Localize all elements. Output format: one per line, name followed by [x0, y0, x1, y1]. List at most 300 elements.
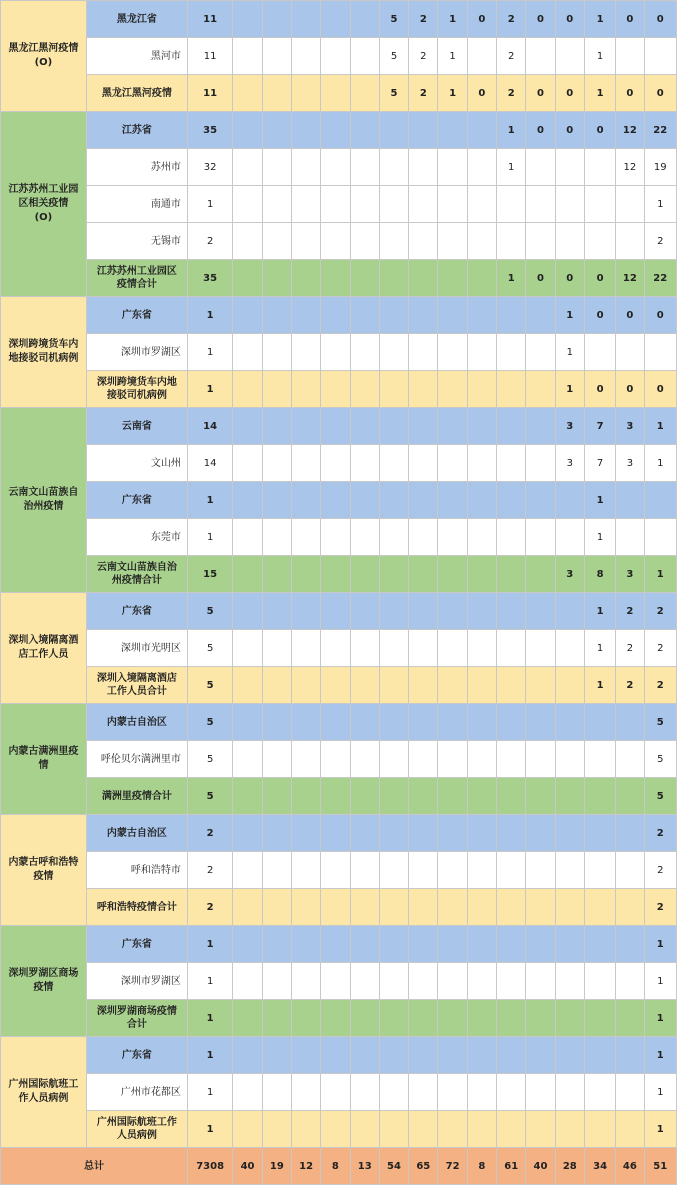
daily-count — [262, 1, 291, 38]
daily-count — [438, 112, 467, 149]
daily-count — [379, 852, 408, 889]
daily-count: 5 — [379, 75, 408, 112]
daily-count — [379, 926, 408, 963]
daily-count — [555, 778, 584, 815]
region-name: 满洲里疫情合计 — [86, 778, 187, 815]
daily-count — [350, 223, 379, 260]
daily-count — [233, 519, 262, 556]
daily-count — [321, 297, 350, 334]
daily-count: 2 — [644, 889, 676, 926]
daily-count — [291, 75, 320, 112]
daily-count — [497, 889, 526, 926]
daily-count: 1 — [555, 297, 584, 334]
daily-count — [291, 186, 320, 223]
daily-count — [467, 149, 496, 186]
city-row — [1, 223, 677, 260]
daily-count: 1 — [438, 38, 467, 75]
daily-count — [291, 482, 320, 519]
daily-count — [262, 75, 291, 112]
daily-count: 1 — [555, 334, 584, 371]
daily-count — [350, 1111, 379, 1148]
daily-count — [321, 593, 350, 630]
daily-count: 5 — [379, 38, 408, 75]
daily-count — [497, 778, 526, 815]
daily-count — [438, 408, 467, 445]
daily-count — [291, 1037, 320, 1074]
daily-count — [409, 223, 438, 260]
grand-total-value: 7308 — [187, 1148, 232, 1185]
region-total: 5 — [187, 630, 232, 667]
city-row — [1, 445, 677, 482]
daily-count — [233, 149, 262, 186]
region-name: 呼和浩特市 — [86, 852, 187, 889]
daily-count — [584, 852, 615, 889]
daily-count — [644, 482, 676, 519]
daily-count — [467, 815, 496, 852]
daily-count: 0 — [644, 371, 676, 408]
daily-count — [409, 1037, 438, 1074]
grand-total-daily: 12 — [291, 1148, 320, 1185]
daily-count — [555, 593, 584, 630]
daily-count — [321, 963, 350, 1000]
daily-count — [555, 1074, 584, 1111]
daily-count — [233, 445, 262, 482]
daily-count: 0 — [555, 260, 584, 297]
province-row — [1, 593, 677, 630]
outbreak-group-name: 内蒙古满洲里疫 情 — [1, 704, 87, 815]
daily-count — [526, 815, 555, 852]
daily-count — [438, 667, 467, 704]
daily-count — [497, 667, 526, 704]
daily-count — [291, 297, 320, 334]
daily-count — [555, 1111, 584, 1148]
daily-count: 1 — [584, 482, 615, 519]
subtotal-row — [1, 75, 677, 112]
daily-count — [555, 1037, 584, 1074]
daily-count — [497, 408, 526, 445]
daily-count — [467, 630, 496, 667]
daily-count — [616, 1074, 644, 1111]
daily-count — [379, 260, 408, 297]
daily-count — [321, 408, 350, 445]
daily-count — [291, 334, 320, 371]
daily-count — [409, 186, 438, 223]
grand-total-row — [1, 1148, 677, 1185]
daily-count — [291, 1111, 320, 1148]
daily-count — [526, 149, 555, 186]
city-row — [1, 963, 677, 1000]
daily-count — [438, 223, 467, 260]
daily-count — [497, 741, 526, 778]
daily-count — [584, 1000, 615, 1037]
daily-count — [555, 149, 584, 186]
region-name: 广东省 — [86, 482, 187, 519]
daily-count — [616, 519, 644, 556]
daily-count — [262, 667, 291, 704]
daily-count — [262, 112, 291, 149]
daily-count — [350, 593, 379, 630]
daily-count — [350, 334, 379, 371]
daily-count — [409, 482, 438, 519]
daily-count — [526, 889, 555, 926]
grand-total-daily: 8 — [467, 1148, 496, 1185]
daily-count — [526, 963, 555, 1000]
daily-count: 1 — [644, 1037, 676, 1074]
daily-count: 0 — [584, 297, 615, 334]
subtotal-row — [1, 889, 677, 926]
region-total: 1 — [187, 371, 232, 408]
daily-count: 0 — [616, 1, 644, 38]
daily-count — [526, 223, 555, 260]
region-total: 11 — [187, 38, 232, 75]
daily-count — [321, 630, 350, 667]
daily-count — [262, 1037, 291, 1074]
daily-count: 1 — [438, 1, 467, 38]
grand-total-daily: 28 — [555, 1148, 584, 1185]
grand-total-daily: 72 — [438, 1148, 467, 1185]
daily-count: 1 — [584, 1, 615, 38]
daily-count: 2 — [644, 852, 676, 889]
daily-count: 2 — [616, 593, 644, 630]
daily-count: 22 — [644, 112, 676, 149]
daily-count: 1 — [584, 38, 615, 75]
region-total: 5 — [187, 704, 232, 741]
daily-count — [233, 815, 262, 852]
daily-count: 0 — [644, 1, 676, 38]
grand-total-daily: 13 — [350, 1148, 379, 1185]
daily-count — [350, 1000, 379, 1037]
daily-count — [262, 963, 291, 1000]
daily-count: 1 — [644, 408, 676, 445]
daily-count — [291, 926, 320, 963]
daily-count — [584, 149, 615, 186]
daily-count — [644, 38, 676, 75]
daily-count — [555, 630, 584, 667]
daily-count — [497, 963, 526, 1000]
daily-count — [379, 704, 408, 741]
daily-count — [467, 482, 496, 519]
daily-count — [526, 482, 555, 519]
daily-count — [616, 778, 644, 815]
daily-count — [497, 1074, 526, 1111]
daily-count — [262, 815, 291, 852]
daily-count: 0 — [526, 260, 555, 297]
daily-count — [321, 704, 350, 741]
daily-count — [321, 1074, 350, 1111]
city-row — [1, 149, 677, 186]
daily-count — [262, 297, 291, 334]
daily-count — [350, 371, 379, 408]
daily-count — [321, 38, 350, 75]
region-total: 14 — [187, 445, 232, 482]
daily-count: 1 — [584, 75, 615, 112]
daily-count: 0 — [584, 112, 615, 149]
region-name: 深圳入境隔离酒店 工作人员合计 — [86, 667, 187, 704]
outbreak-group-name: 深圳罗湖区商场 疫情 — [1, 926, 87, 1037]
daily-count — [584, 1074, 615, 1111]
daily-count — [555, 741, 584, 778]
daily-count: 0 — [644, 75, 676, 112]
daily-count — [409, 778, 438, 815]
daily-count — [409, 1000, 438, 1037]
region-name: 江苏苏州工业园区 疫情合计 — [86, 260, 187, 297]
daily-count: 3 — [555, 445, 584, 482]
region-name: 广州市花都区 — [86, 1074, 187, 1111]
grand-total-daily: 61 — [497, 1148, 526, 1185]
daily-count — [291, 408, 320, 445]
daily-count — [262, 408, 291, 445]
daily-count — [350, 186, 379, 223]
region-name: 呼和浩特疫情合计 — [86, 889, 187, 926]
daily-count — [438, 630, 467, 667]
daily-count — [616, 926, 644, 963]
daily-count — [584, 926, 615, 963]
daily-count — [350, 445, 379, 482]
daily-count — [291, 38, 320, 75]
daily-count — [438, 556, 467, 593]
daily-count — [616, 963, 644, 1000]
region-total: 5 — [187, 667, 232, 704]
daily-count — [233, 667, 262, 704]
daily-count — [291, 112, 320, 149]
daily-count — [616, 1037, 644, 1074]
daily-count — [497, 815, 526, 852]
daily-count — [321, 741, 350, 778]
daily-count — [262, 1000, 291, 1037]
daily-count: 1 — [497, 149, 526, 186]
daily-count — [616, 223, 644, 260]
region-total: 1 — [187, 519, 232, 556]
daily-count — [291, 1, 320, 38]
daily-count: 1 — [438, 75, 467, 112]
daily-count — [321, 260, 350, 297]
daily-count — [262, 741, 291, 778]
daily-count: 1 — [497, 260, 526, 297]
daily-count — [321, 1000, 350, 1037]
subtotal-row — [1, 1000, 677, 1037]
daily-count — [584, 704, 615, 741]
daily-count — [467, 1037, 496, 1074]
daily-count — [262, 334, 291, 371]
daily-count — [526, 1074, 555, 1111]
daily-count: 1 — [584, 667, 615, 704]
daily-count — [438, 1000, 467, 1037]
daily-count — [379, 149, 408, 186]
daily-count — [291, 445, 320, 482]
daily-count — [497, 297, 526, 334]
daily-count — [233, 1111, 262, 1148]
daily-count — [497, 593, 526, 630]
daily-count — [233, 741, 262, 778]
daily-count — [555, 889, 584, 926]
daily-count — [379, 334, 408, 371]
daily-count — [262, 371, 291, 408]
daily-count — [379, 186, 408, 223]
region-name: 文山州 — [86, 445, 187, 482]
daily-count — [467, 1111, 496, 1148]
region-name: 广东省 — [86, 926, 187, 963]
city-row — [1, 630, 677, 667]
daily-count — [233, 778, 262, 815]
daily-count — [467, 38, 496, 75]
daily-count — [350, 75, 379, 112]
daily-count — [409, 408, 438, 445]
daily-count: 1 — [584, 630, 615, 667]
daily-count — [555, 482, 584, 519]
daily-count — [409, 334, 438, 371]
daily-count — [616, 852, 644, 889]
daily-count — [350, 926, 379, 963]
daily-count — [350, 667, 379, 704]
daily-count — [616, 704, 644, 741]
daily-count — [379, 519, 408, 556]
daily-count — [262, 630, 291, 667]
outbreak-group-name: 黑龙江黑河疫情 (O) — [1, 1, 87, 112]
grand-total-daily: 65 — [409, 1148, 438, 1185]
daily-count — [467, 223, 496, 260]
daily-count — [233, 260, 262, 297]
region-name: 云南省 — [86, 408, 187, 445]
daily-count — [262, 889, 291, 926]
daily-count — [526, 926, 555, 963]
daily-count — [291, 889, 320, 926]
region-total: 11 — [187, 75, 232, 112]
region-name: 深圳罗湖商场疫情 合计 — [86, 1000, 187, 1037]
daily-count — [438, 297, 467, 334]
daily-count — [555, 223, 584, 260]
daily-count: 1 — [497, 112, 526, 149]
city-row — [1, 334, 677, 371]
city-row — [1, 741, 677, 778]
daily-count — [438, 482, 467, 519]
daily-count — [555, 519, 584, 556]
daily-count — [291, 593, 320, 630]
daily-count — [262, 186, 291, 223]
daily-count — [584, 223, 615, 260]
region-total: 2 — [187, 889, 232, 926]
daily-count: 2 — [409, 38, 438, 75]
daily-count: 2 — [644, 223, 676, 260]
city-row — [1, 1074, 677, 1111]
daily-count: 12 — [616, 260, 644, 297]
daily-count — [379, 1074, 408, 1111]
daily-count — [350, 741, 379, 778]
outbreak-group-name: 云南文山苗族自 治州疫情 — [1, 408, 87, 593]
daily-count — [555, 704, 584, 741]
daily-count — [497, 1111, 526, 1148]
daily-count — [262, 1111, 291, 1148]
daily-count — [262, 593, 291, 630]
daily-count — [497, 445, 526, 482]
daily-count — [409, 593, 438, 630]
daily-count — [438, 260, 467, 297]
daily-count — [321, 112, 350, 149]
daily-count — [526, 593, 555, 630]
daily-count — [262, 223, 291, 260]
daily-count — [379, 408, 408, 445]
daily-count — [438, 815, 467, 852]
daily-count: 12 — [616, 112, 644, 149]
daily-count: 5 — [644, 741, 676, 778]
daily-count — [438, 926, 467, 963]
daily-count: 3 — [616, 445, 644, 482]
region-name: 深圳市罗湖区 — [86, 334, 187, 371]
daily-count — [233, 926, 262, 963]
daily-count — [321, 371, 350, 408]
daily-count — [497, 926, 526, 963]
daily-count — [467, 889, 496, 926]
daily-count — [379, 667, 408, 704]
daily-count — [379, 371, 408, 408]
grand-total-daily: 34 — [584, 1148, 615, 1185]
daily-count — [497, 223, 526, 260]
daily-count — [409, 667, 438, 704]
grand-total-daily: 40 — [526, 1148, 555, 1185]
daily-count — [497, 704, 526, 741]
daily-count — [467, 926, 496, 963]
region-name: 云南文山苗族自治 州疫情合计 — [86, 556, 187, 593]
daily-count: 5 — [644, 704, 676, 741]
grand-total-label: 总计 — [1, 1148, 188, 1185]
daily-count — [379, 482, 408, 519]
daily-count — [291, 371, 320, 408]
daily-count: 2 — [497, 1, 526, 38]
daily-count — [409, 445, 438, 482]
daily-count — [262, 778, 291, 815]
daily-count: 3 — [555, 556, 584, 593]
daily-count: 0 — [555, 75, 584, 112]
region-name: 广东省 — [86, 297, 187, 334]
region-total: 1 — [187, 1111, 232, 1148]
daily-count — [526, 1111, 555, 1148]
daily-count: 1 — [644, 1074, 676, 1111]
daily-count — [467, 371, 496, 408]
province-row — [1, 704, 677, 741]
daily-count: 2 — [497, 38, 526, 75]
daily-count — [321, 1037, 350, 1074]
daily-count — [526, 408, 555, 445]
daily-count — [409, 704, 438, 741]
daily-count — [555, 815, 584, 852]
daily-count — [526, 519, 555, 556]
daily-count — [467, 408, 496, 445]
daily-count — [644, 519, 676, 556]
daily-count — [321, 815, 350, 852]
daily-count — [262, 704, 291, 741]
grand-total-daily: 40 — [233, 1148, 262, 1185]
region-name: 苏州市 — [86, 149, 187, 186]
daily-count — [321, 1111, 350, 1148]
grand-total-daily: 46 — [616, 1148, 644, 1185]
daily-count — [584, 963, 615, 1000]
daily-count — [321, 186, 350, 223]
daily-count — [467, 334, 496, 371]
region-total: 1 — [187, 1074, 232, 1111]
subtotal-row — [1, 667, 677, 704]
daily-count: 2 — [497, 75, 526, 112]
daily-count — [291, 741, 320, 778]
region-total: 5 — [187, 593, 232, 630]
daily-count — [291, 260, 320, 297]
daily-count — [467, 445, 496, 482]
grand-total-daily: 54 — [379, 1148, 408, 1185]
daily-count: 1 — [555, 371, 584, 408]
daily-count — [291, 149, 320, 186]
region-name: 深圳市罗湖区 — [86, 963, 187, 1000]
daily-count — [467, 704, 496, 741]
daily-count — [467, 297, 496, 334]
daily-count — [616, 889, 644, 926]
